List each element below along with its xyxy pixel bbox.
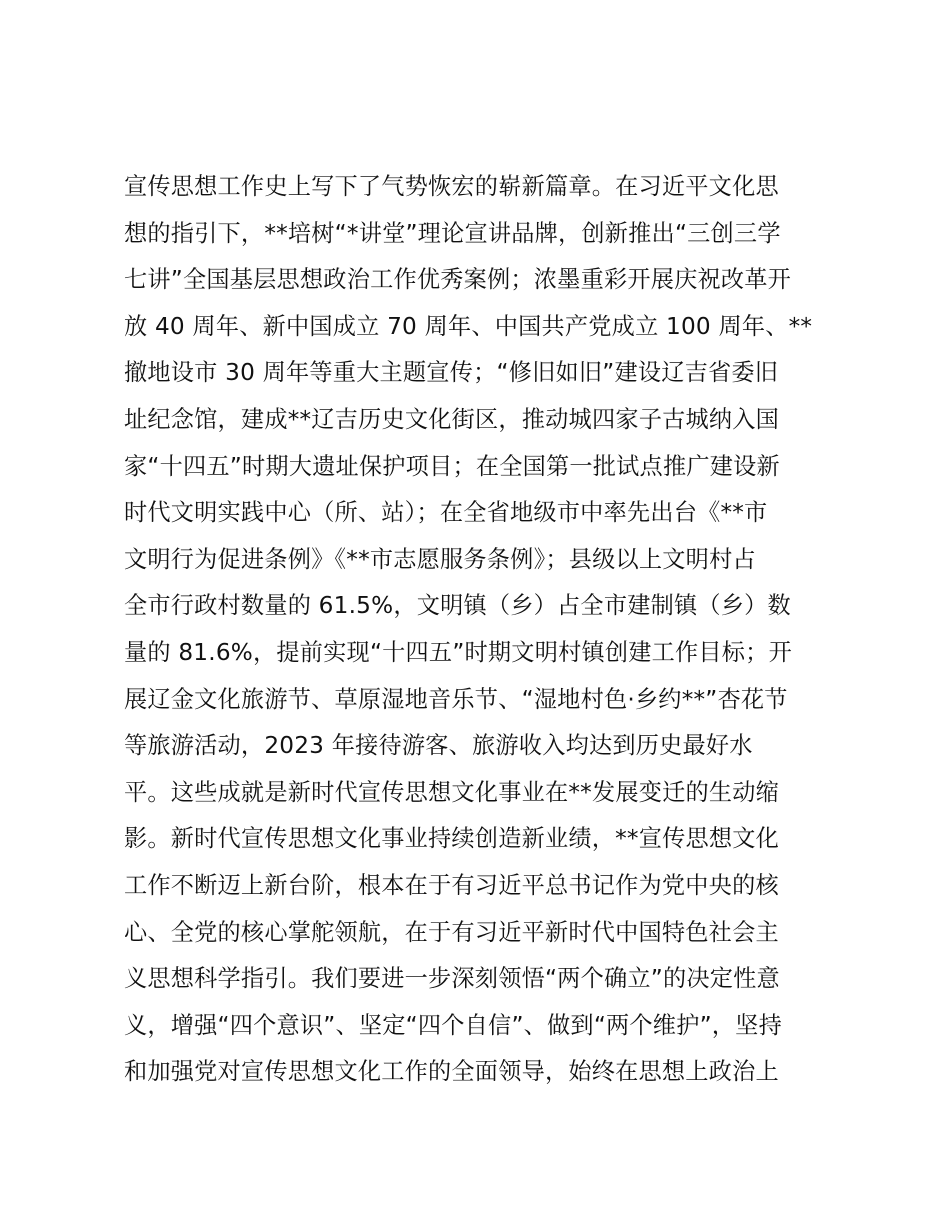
- text-line-20: 和加强党对宣传思想文化工作的全面领导，始终在思想上政治上: [124, 1058, 779, 1086]
- text-line-4: 放 40 周年、新中国成立 70 周年、中国共产党成立 100 周年、**: [124, 312, 813, 340]
- text-line-17: 心、全党的核心掌舵领航，在于有习近平新时代中国特色社会主: [124, 918, 779, 946]
- body-text: [124, 164, 844, 1096]
- text-line-1: 宣传思想工作史上写下了气势恢宏的崭新篇章。在习近平文化思: [124, 173, 779, 200]
- text-line-19: 义，增强“四个意识”、坚定“四个自信”、做到“两个维护”，坚持: [124, 1011, 782, 1039]
- text-line-10: 全市行政村数量的 61.5%，文明镇（乡）占全市建制镇（乡）数: [124, 592, 791, 620]
- text-line-7: 家“十四五”时期大遗址保护项目；在全国第一批试点推广建设新: [124, 452, 780, 480]
- text-line-18: 义思想科学指引。我们要进一步深刻领悟“两个确立”的决定性意: [124, 965, 780, 993]
- text-line-14: 平。这些成就是新时代宣传思想文化事业在**发展变迁的生动缩: [124, 778, 780, 806]
- text-line-6: 址纪念馆，建成**辽吉历史文化街区，推动城四家子古城纳入国: [124, 405, 780, 433]
- text-line-13: 等旅游活动，2023 年接待游客、旅游收入均达到历史最好水: [124, 732, 753, 760]
- text-line-5: 撤地设市 30 周年等重大主题宣传；“修旧如旧”建设辽吉省委旧: [124, 359, 779, 387]
- text-line-11: 量的 81.6%，提前实现“十四五”时期文明村镇创建工作目标；开: [124, 638, 792, 666]
- text-line-9: 文明行为促进条例》《**市志愿服务条例》；县级以上文明村占: [124, 545, 756, 573]
- text-line-2: 想的指引下，**培树“*讲堂”理论宣讲品牌，创新推出“三创三学: [124, 219, 781, 247]
- text-line-12: 展辽金文化旅游节、草原湿地音乐节、“湿地村色·乡约**”杏花节: [124, 685, 788, 713]
- text-line-3: 七讲”全国基层思想政治工作优秀案例；浓墨重彩开展庆祝改革开: [124, 266, 792, 294]
- text-line-8: 时代文明实践中心（所、站）；在全省地级市中率先出台《**市: [124, 499, 768, 527]
- text-line-15: 影。新时代宣传思想文化事业持续创造新业绩，**宣传思想文化: [124, 825, 780, 853]
- text-line-16: 工作不断迈上新台阶，根本在于有习近平总书记作为党中央的核: [124, 871, 779, 899]
